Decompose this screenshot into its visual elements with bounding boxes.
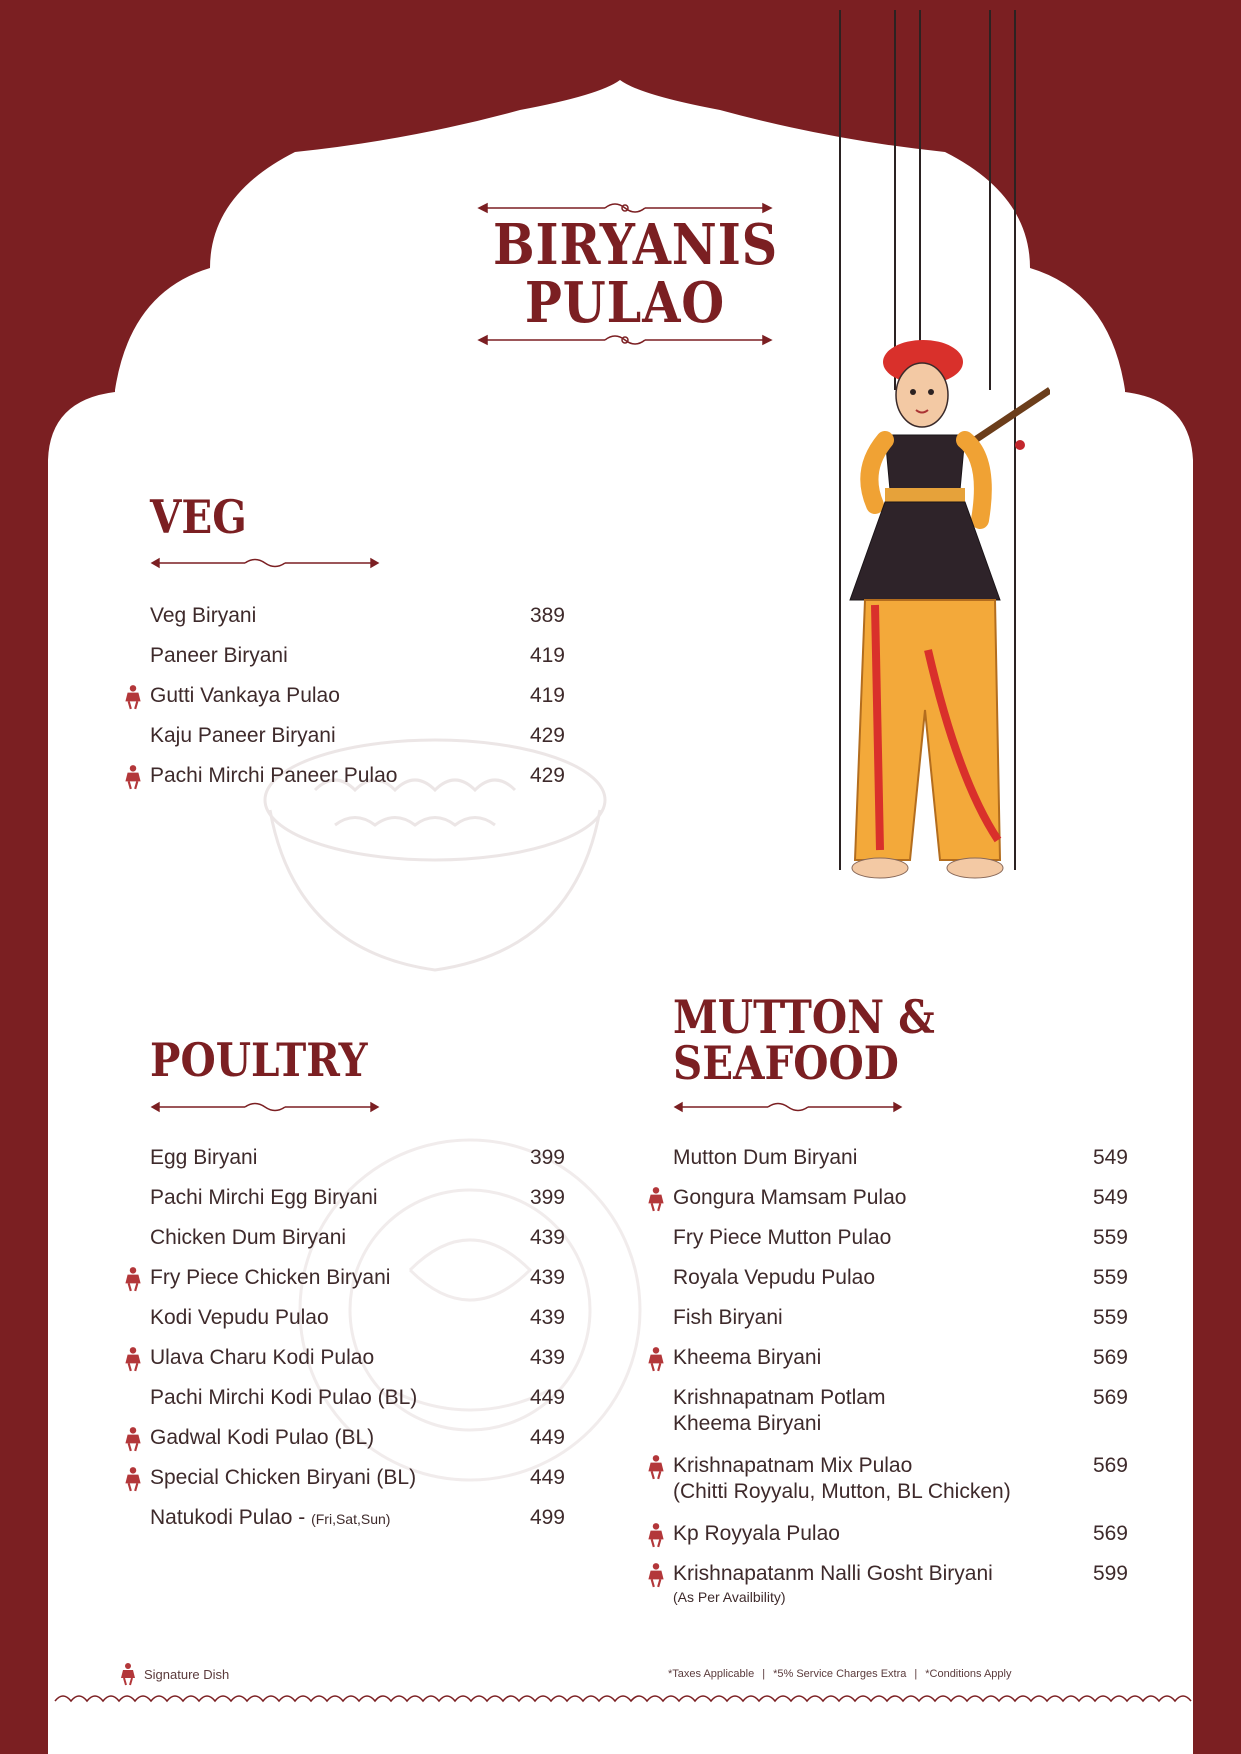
item-name: Egg Biryani (150, 1146, 258, 1169)
item-price: 419 (529, 644, 565, 667)
conditions-note: *Conditions Apply (925, 1668, 1012, 1680)
menu-item (150, 1185, 565, 1225)
item-name: Krishnapatnam Mix Pulao (Chitti Royyalu, Mutton, BL Chicken) (673, 1454, 1011, 1503)
item-name: Ulava Charu Kodi Pulao (150, 1346, 375, 1369)
signature-dish-icon (118, 1662, 138, 1686)
item-price: 399 (529, 1146, 565, 1169)
item-price: 439 (529, 1346, 565, 1369)
signature-dish-icon (644, 1186, 668, 1212)
menu-item (150, 763, 565, 803)
item-name: Fry Piece Chicken Biryani (150, 1266, 391, 1289)
separator: | (914, 1668, 918, 1680)
menu-item (673, 1453, 1128, 1521)
item-name: Chicken Dum Biryani (150, 1226, 347, 1249)
item-name: Gutti Vankaya Pulao (150, 684, 340, 707)
item-name: Paneer Biryani (150, 644, 288, 667)
menu-item (150, 1265, 565, 1305)
signature-dish-icon (121, 1266, 145, 1292)
title-block (475, 200, 779, 348)
signature-dish-icon (121, 1346, 145, 1372)
item-sub: (As Per Availbility) (673, 1589, 786, 1605)
menu-item (150, 1345, 565, 1385)
signature-dish-icon (644, 1346, 668, 1372)
menu-item (673, 1305, 1128, 1345)
item-price: 419 (529, 684, 565, 707)
signature-label: Signature Dish (144, 1666, 230, 1682)
menu-item (673, 1521, 1128, 1561)
menu-item (150, 1425, 565, 1465)
veg-menu-list (150, 603, 565, 803)
menu-item (150, 1385, 565, 1425)
item-price: 559 (1092, 1306, 1128, 1329)
service-charge-note: *5% Service Charges Extra (773, 1668, 907, 1680)
item-price: 549 (1092, 1146, 1128, 1169)
menu-item (150, 1145, 565, 1185)
menu-item (150, 723, 565, 763)
item-name: Kaju Paneer Biryani (150, 724, 336, 747)
item-name: Fish Biryani (673, 1306, 783, 1329)
item-name: Veg Biryani (150, 604, 257, 627)
item-name: Mutton Dum Biryani (673, 1146, 858, 1169)
separator: | (762, 1668, 766, 1680)
menu-item (673, 1561, 1128, 1617)
item-price: 439 (529, 1306, 565, 1329)
item-name: Special Chicken Biryani (BL) (150, 1466, 417, 1489)
item-name: Natukodi Pulao - (Fri,Sat,Sun) (150, 1506, 391, 1529)
item-price: 569 (1092, 1386, 1128, 1409)
item-name: Royala Vepudu Pulao (673, 1266, 875, 1289)
item-price: 499 (529, 1506, 565, 1529)
poultry-heading: POULTRY (150, 1033, 368, 1087)
menu-item (673, 1145, 1128, 1185)
menu-item (150, 603, 565, 643)
item-name: Pachi Mirchi Kodi Pulao (BL) (150, 1386, 418, 1409)
poultry-menu-list (150, 1145, 565, 1545)
menu-item (673, 1225, 1128, 1265)
signature-dish-icon (644, 1562, 668, 1588)
mutton-heading-line1: MUTTON & (673, 990, 935, 1044)
signature-legend (118, 1662, 229, 1686)
item-price: 569 (1092, 1346, 1128, 1369)
signature-dish-icon (121, 1426, 145, 1452)
item-name: Fry Piece Mutton Pulao (673, 1226, 892, 1249)
item-price: 389 (529, 604, 565, 627)
mutton-menu-list (673, 1145, 1128, 1617)
item-name: Krishnapatanm Nalli Gosht Biryani (As Per Availbility) (673, 1562, 993, 1605)
menu-item (150, 1305, 565, 1345)
item-name: Kp Royyala Pulao (673, 1522, 840, 1545)
divider-ornament-icon (150, 1100, 380, 1114)
item-name: Pachi Mirchi Paneer Pulao (150, 764, 398, 787)
page-title-line2: PULAO (524, 270, 726, 336)
item-price: 439 (529, 1266, 565, 1289)
item-note: (Fri,Sat,Sun) (311, 1511, 391, 1527)
item-sub: (Chitti Royyalu, Mutton, BL Chicken) (673, 1480, 1011, 1503)
item-price: 569 (1092, 1522, 1128, 1545)
menu-item (673, 1265, 1128, 1305)
item-name: Gongura Mamsam Pulao (673, 1186, 907, 1209)
signature-dish-icon (121, 684, 145, 710)
divider-ornament-icon (150, 556, 380, 570)
item-price: 559 (1092, 1226, 1128, 1249)
item-price: 429 (529, 764, 565, 787)
item-price: 569 (1092, 1454, 1128, 1477)
divider-ornament-icon (673, 1100, 903, 1114)
menu-item (673, 1385, 1128, 1453)
item-price: 429 (529, 724, 565, 747)
page-title-line1: BIRYANIS (493, 212, 779, 278)
menu-item (150, 643, 565, 683)
item-name: Kodi Vepudu Pulao (150, 1306, 329, 1329)
tax-note: *Taxes Applicable (668, 1668, 755, 1680)
signature-dish-icon (121, 764, 145, 790)
item-price: 449 (529, 1386, 565, 1409)
item-price: 439 (529, 1226, 565, 1249)
signature-dish-icon (121, 1466, 145, 1492)
signature-dish-icon (644, 1522, 668, 1548)
item-name: Kheema Biryani (673, 1346, 822, 1369)
item-price: 399 (529, 1186, 565, 1209)
mutton-heading-line2: SEAFOOD (673, 1036, 899, 1090)
menu-item (150, 1465, 565, 1505)
menu-item (150, 1225, 565, 1265)
menu-item (673, 1185, 1128, 1225)
item-price: 449 (529, 1426, 565, 1449)
item-price: 549 (1092, 1186, 1128, 1209)
menu-item (150, 1505, 565, 1545)
item-price: 599 (1092, 1562, 1128, 1585)
signature-dish-icon (644, 1454, 668, 1480)
veg-heading: VEG (150, 490, 247, 544)
item-name: Pachi Mirchi Egg Biryani (150, 1186, 378, 1209)
item-price: 559 (1092, 1266, 1128, 1289)
menu-item (673, 1345, 1128, 1385)
footer-notes (668, 1668, 1011, 1680)
menu-item (150, 683, 565, 723)
item-sub: Kheema Biryani (673, 1412, 822, 1435)
puppet-musician-illustration (820, 10, 1050, 890)
item-name: Gadwal Kodi Pulao (BL) (150, 1426, 375, 1449)
item-name: Krishnapatnam Potlam Kheema Biryani (673, 1386, 886, 1435)
item-price: 449 (529, 1466, 565, 1489)
